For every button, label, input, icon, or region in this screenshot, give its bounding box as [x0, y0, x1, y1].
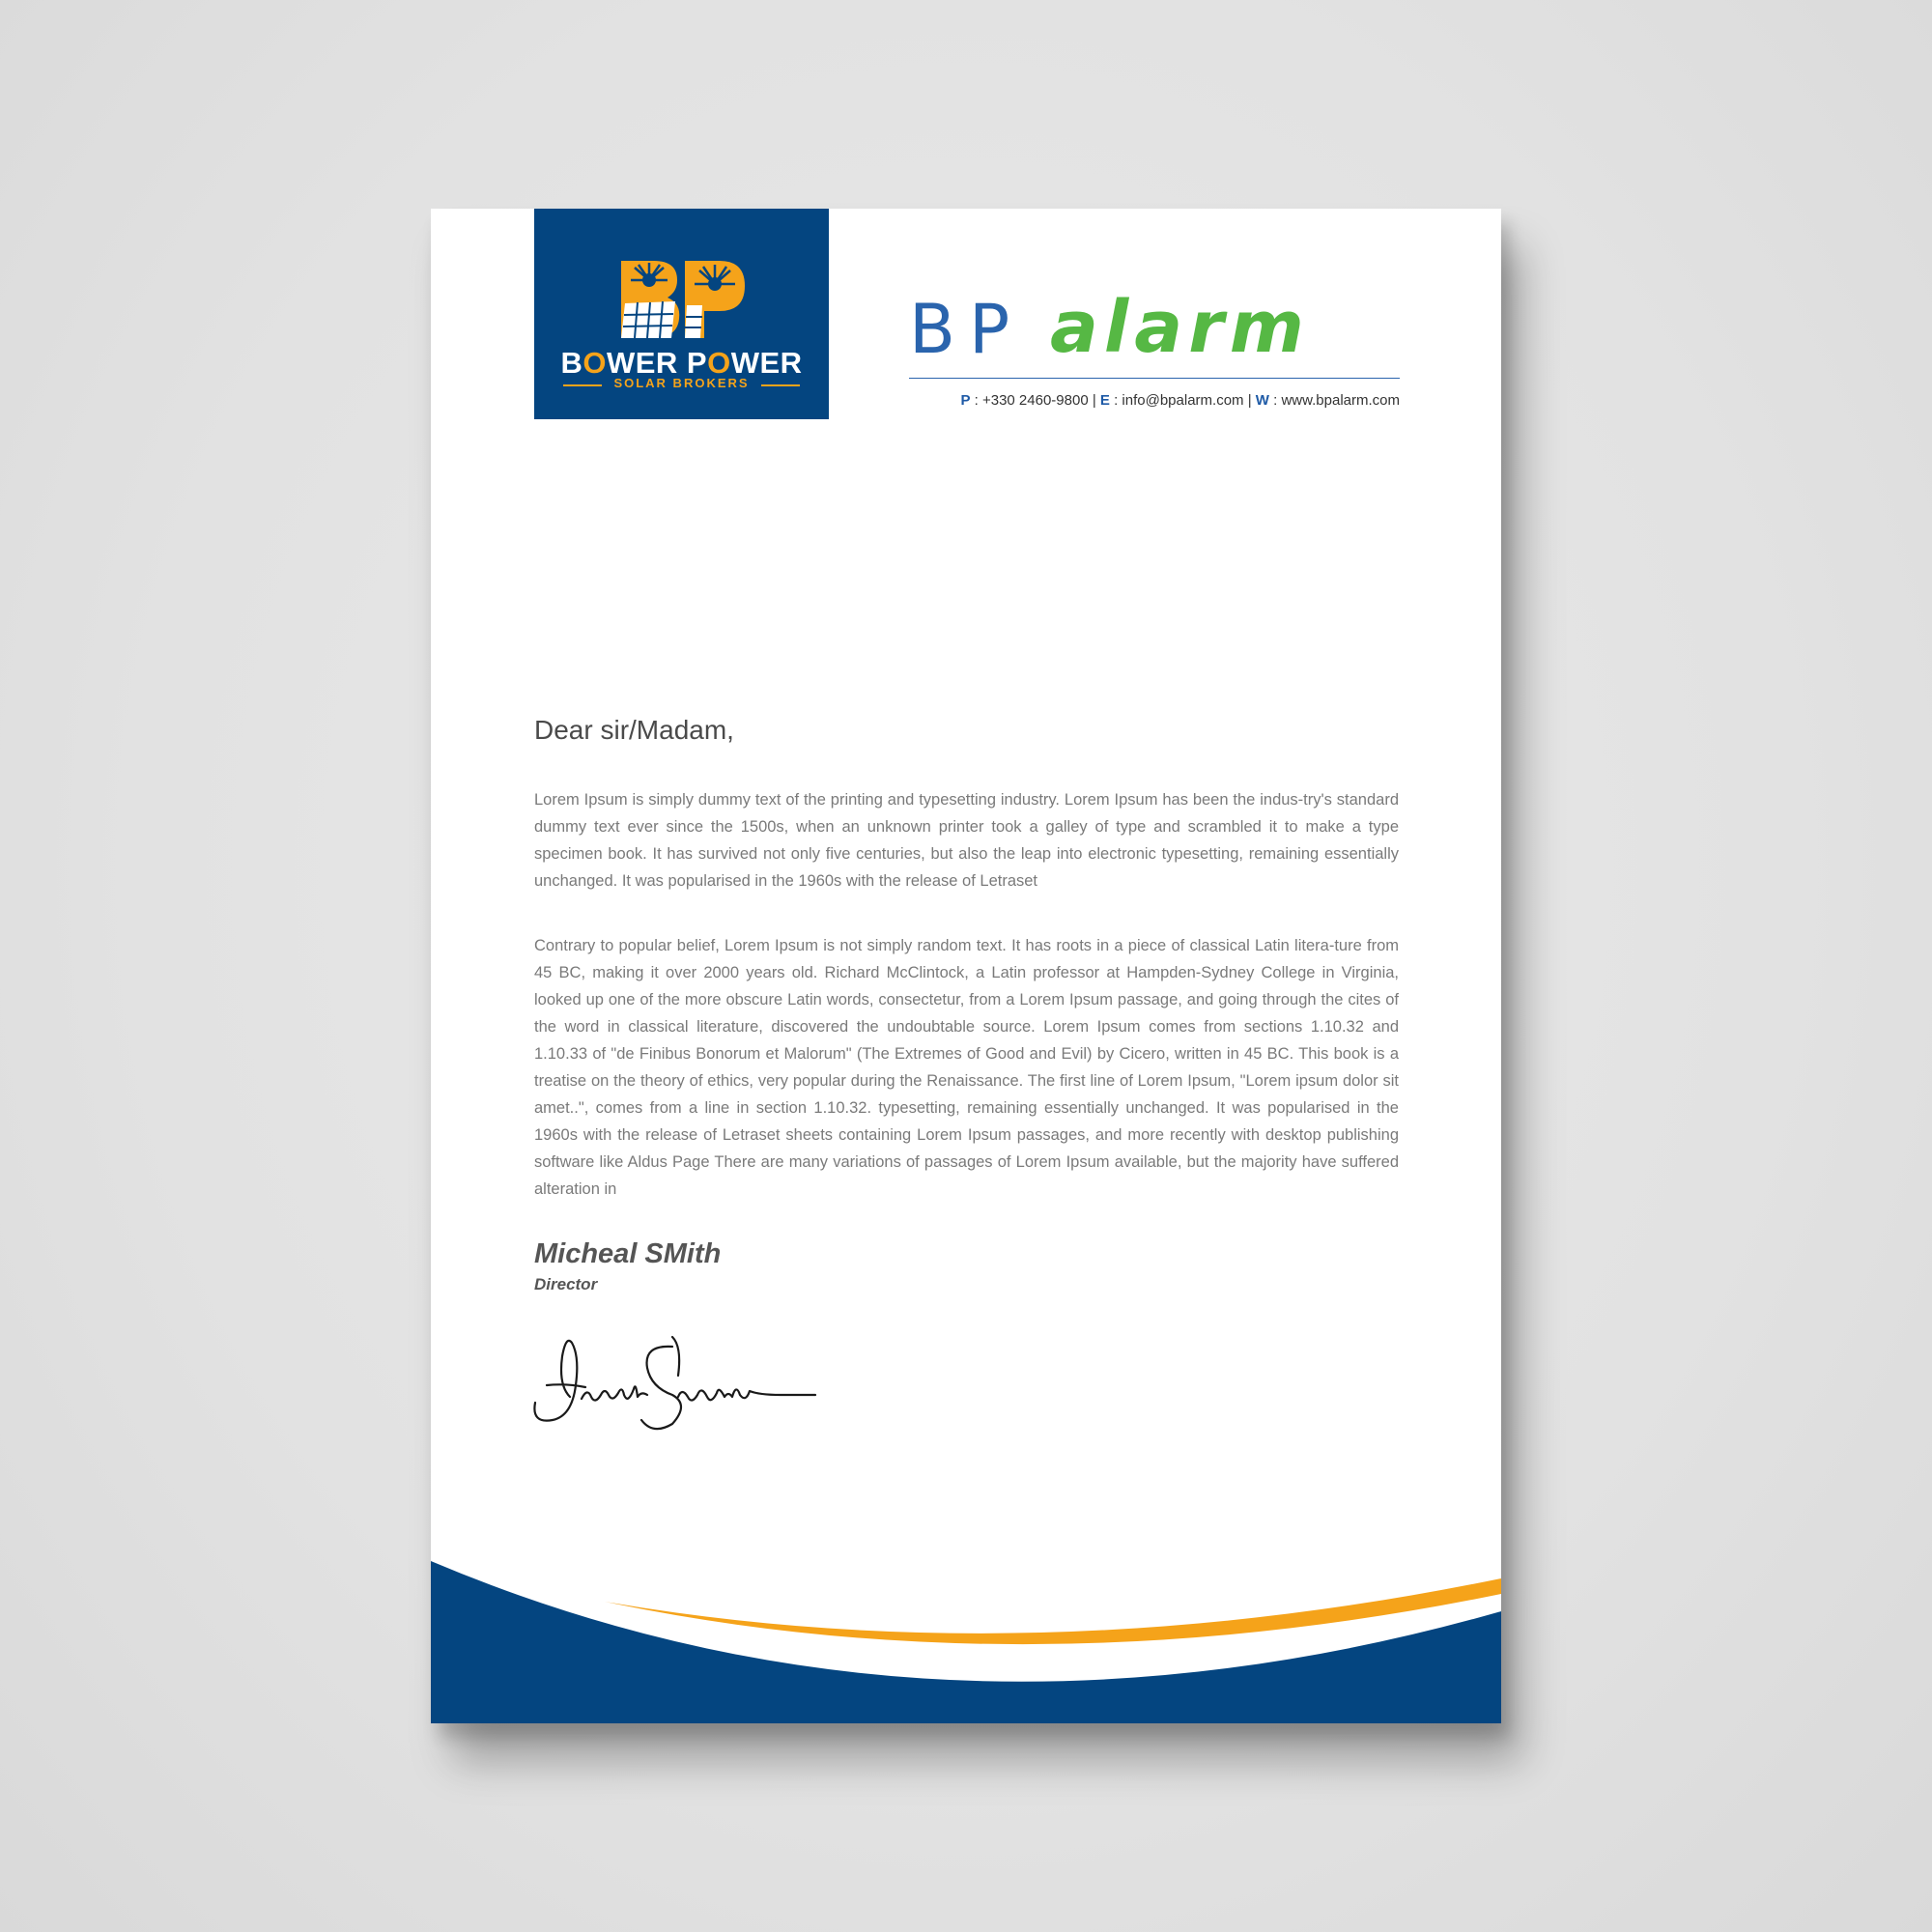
footer-wave-decoration — [431, 1561, 1501, 1723]
wordmark-prefix: BP — [909, 290, 1024, 369]
bpalarm-wordmark — [909, 286, 1400, 369]
web-key: W — [1255, 392, 1269, 409]
letterhead-sheet — [431, 209, 1501, 1723]
letter-paragraph-2: Contrary to popular belief, Lorem Ipsum is not simply random text. It has roots in a piece of classical Latin litera-ture from 45 BC, making it over 2000 years old. Richard McClintock, a Latin professor at Hampden-Sydney College in Virginia, looked up one of the more obscure Latin words, consectetur, from a Lorem Ipsum passage, and going through the cites of the word in classical literature, discovered the undoubtable source. Lorem Ipsum comes from sections 1.10.32 and 1.10.33 of "de Finibus Bonorum et Malorum" (The Extremes of Good and Evil) by Cicero, written in 45 BC. This book is a treatise on the theory of ethics, very popular during the Renaissance. The first line of Lorem Ipsum, "Lorem ipsum dolor sit amet..", comes from a line in section 1.10.32. typesetting, remaining essentially unchanged. It was popularised in the 1960s with the release of Letraset sheets containing Lorem Ipsum passages, and more recently with desktop publishing software like Aldus Page There are many variations of passages of Lorem Ipsum available, but the majority have suffered alteration in — [534, 937, 1399, 1198]
phone-key: P — [960, 392, 971, 409]
signer-title: Director — [534, 1275, 598, 1293]
logo-tagline: SOLAR BROKERS — [613, 376, 750, 390]
web-value: www.bpalarm.com — [1281, 392, 1400, 409]
email-value: info@bpalarm.com — [1122, 392, 1244, 409]
email-key: E — [1099, 392, 1110, 409]
handwritten-signature — [527, 1327, 817, 1434]
wordmark-suffix: alarm — [1050, 286, 1310, 369]
logo-company-name: BOWER POWER — [560, 346, 803, 380]
letter-paragraph-1: Lorem Ipsum is simply dummy text of the printing and typesetting industry. Lorem Ipsum has been the indus-try's standard dummy text ever since the 1500s, when an unknown printer took a galley of type and scrambled it to make a type specimen book. It has survived not only five centuries, but also the leap into electronic typesetting, remaining essentially unchanged. It was popularised in the 1960s with the release of Letraset — [534, 791, 1399, 890]
bower-power-logo — [534, 209, 829, 419]
bp-solar-monogram-icon — [617, 259, 749, 340]
signer-name: Micheal SMith — [534, 1238, 722, 1269]
letter-greeting: Dear sir/Madam, — [534, 715, 734, 745]
header-rule — [909, 378, 1400, 379]
contact-line: P : +330 2460-9800 | E : info@bpalarm.com | W : www.bpalarm.com — [960, 392, 1400, 409]
phone-value: +330 2460-9800 — [981, 392, 1089, 409]
